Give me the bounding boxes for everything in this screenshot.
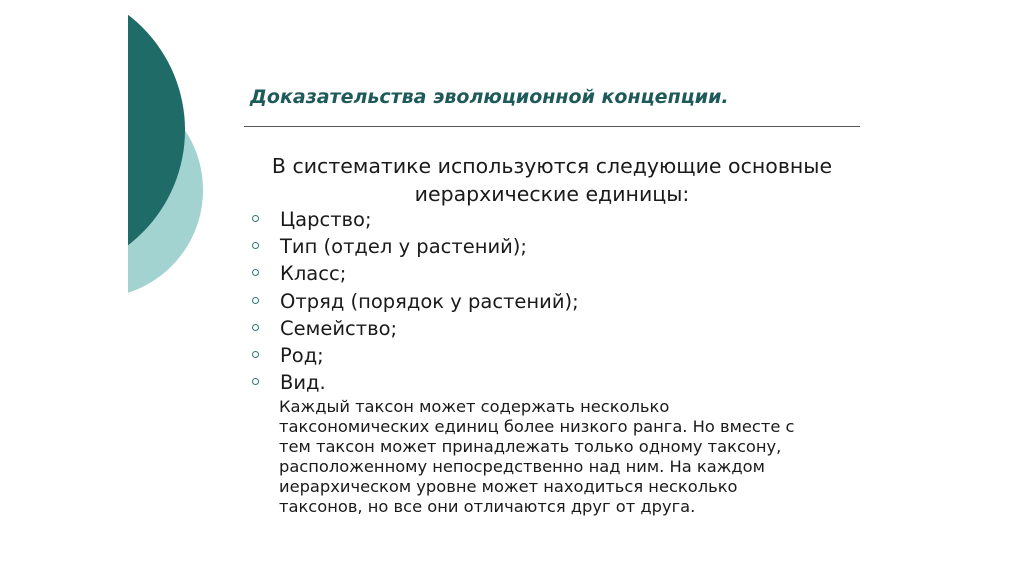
circle-bullet-icon [252,378,259,385]
list-item [250,342,579,369]
hierarchy-list [250,206,579,396]
circle-bullet-icon [252,269,259,276]
list-item-label: Вид. [280,371,326,395]
list-item [250,260,579,287]
note-line: иерархическом уровне может находиться несколько [279,477,738,496]
circle-bullet-icon [252,242,259,249]
list-item-label: Класс; [280,262,347,286]
circle-bullet-icon [252,324,259,331]
list-item-label: Род; [280,343,324,367]
list-item-label: Царство; [280,208,372,231]
note-line: расположенному непосредственно над ним. На каждом [279,457,765,476]
circle-bullet-icon [252,351,259,358]
title-divider [244,126,860,127]
note-line: таксонов, но все они отличаются друг от друга. [279,497,696,516]
intro-text: В систематике используются следующие основные иерархические единицы: [271,154,833,206]
list-item-label: Тип (отдел у растений); [280,235,527,259]
list-item [250,233,579,260]
note-line: таксономических единиц более низкого ранга. Но вместе с [279,417,795,436]
list-item [250,206,579,233]
list-item-label: Отряд (порядок у растений); [280,289,579,313]
list-item-label: Семейство; [280,316,398,340]
note-line: тем таксон может принадлежать только одному таксону, [279,437,782,456]
decorative-shapes [0,0,260,574]
note-line: Каждый таксон может содержать несколько [279,397,670,416]
slide-title: Доказательства эволюционной концепции. [250,86,729,108]
circle-bullet-icon [252,297,259,304]
list-item [250,369,579,396]
list-item [250,315,579,342]
list-item [250,288,579,315]
circle-bullet-icon [252,215,259,222]
note-paragraph [279,397,879,517]
left-margin-mask [0,0,128,574]
